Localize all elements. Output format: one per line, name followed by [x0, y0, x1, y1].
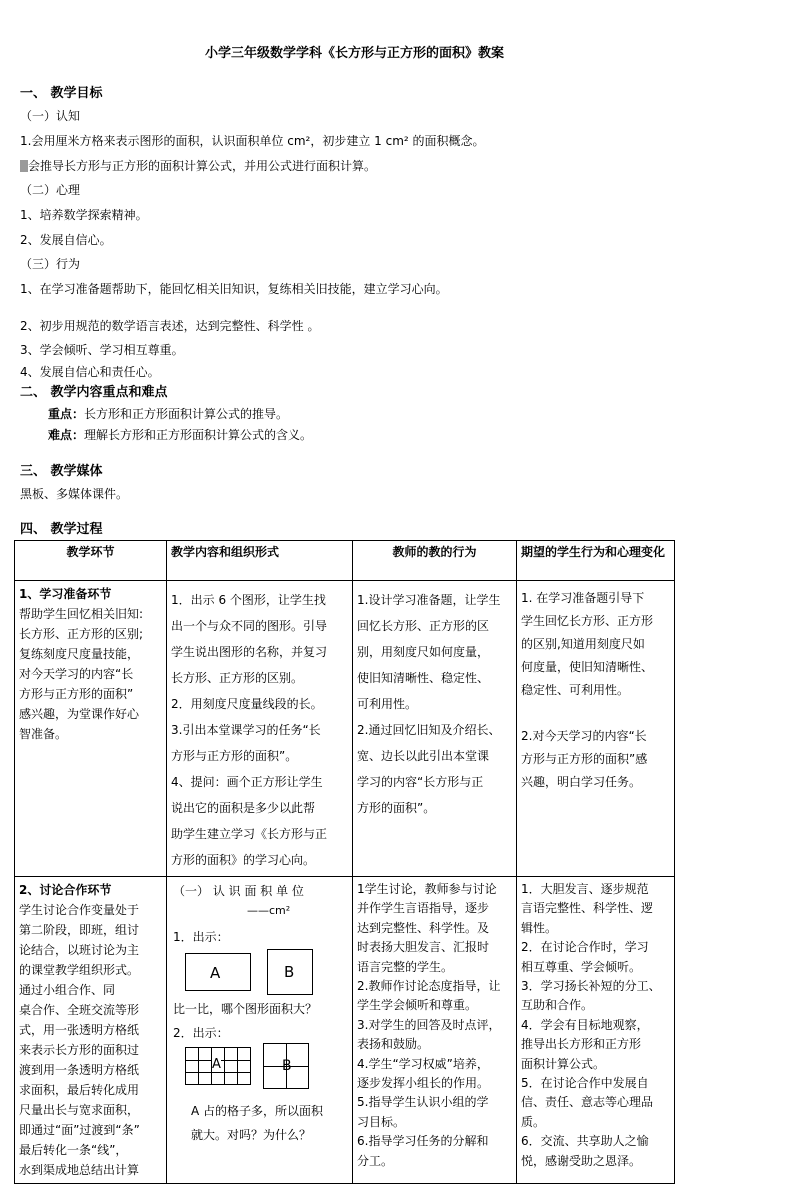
media-text: 黑板、多媒体课件。 [20, 487, 129, 501]
cell-line: 信、责任、意志等心理品 [521, 1095, 654, 1110]
cell-line: 相互尊重、学会倾听。 [521, 959, 642, 974]
cell-line: 4．学会有目标地观察， [521, 1017, 649, 1032]
cell-line: 求面积，最后转化成用 [19, 1083, 140, 1097]
cell-line: 质。 [521, 1114, 546, 1129]
marker-icon [20, 160, 28, 172]
cell-line: 可利用性。 [357, 697, 418, 711]
cell-line: 2.教师作讨论态度指导，让 [357, 979, 501, 994]
cell-line: 2．用刻度尺度量线段的长。 [171, 697, 323, 711]
shape-a-grid-label: A [212, 1057, 221, 1072]
difficulty-text: 理解长方形和正方形面积计算公式的含义。 [84, 428, 313, 442]
cell-line: 达到完整性、科学性。及 [357, 920, 490, 935]
row1-teacher-lines [357, 587, 512, 821]
page-title: 小学三年级数学学科《长方形与正方形的面积》教案 [205, 46, 505, 61]
row1-stage-lines [19, 604, 162, 744]
cell-line: 学生讨论合作变量处于 [19, 903, 140, 917]
cell-line [521, 702, 670, 725]
psychology-item-2: 2、发展自信心。 [20, 233, 112, 247]
cell-line: 3．学习扬长补短的分工、 [521, 979, 661, 994]
cell-line: 长方形、正方形的区别。 [171, 671, 304, 685]
cell-line: 互助和合作。 [521, 998, 594, 1013]
header-content: 教学内容和组织形式 [167, 541, 353, 581]
compare-question: 比一比，哪个图形面积大？ [173, 1002, 318, 1016]
cell-line: 辑性。 [521, 920, 558, 935]
table-row [15, 581, 675, 877]
cell-line: 第二阶段，即班，组讨 [19, 923, 140, 937]
cell-line: 方形与正方形的面积” [19, 687, 134, 701]
section-3-heading: 三、 教学媒体 [20, 464, 103, 479]
shape-a-rectangle [185, 953, 251, 991]
cell-line: 学生说出图形的名称，并复习 [171, 645, 328, 659]
cell-line: 别，用刻度尺如何度量， [357, 645, 490, 659]
section-4-heading: 四、 教学过程 [20, 522, 103, 537]
cell-line: 何度量，使旧知清晰性、 [521, 660, 654, 674]
cognition-item-2-text: 会推导长方形与正方形的面积计算公式，并用公式进行面积计算。 [28, 159, 377, 173]
cell-line: 悦，感谢受助之恩泽。 [521, 1153, 642, 1168]
cell-line: 方形的面积》的学习心向。 [171, 853, 316, 867]
cell-line: 学生学会倾听和尊重。 [357, 998, 478, 1013]
cell-line: 2.对今天学习的内容“长 [521, 729, 647, 743]
row2-student [517, 877, 675, 1184]
row1-content-lines [171, 587, 348, 873]
cell-line: 渡到用一条透明方格纸 [19, 1063, 140, 1077]
cell-line: 兴趣，明白学习任务。 [521, 775, 642, 789]
header-student: 期望的学生行为和心理变化 [517, 541, 675, 581]
area-unit-heading: （一） 认 识 面 积 单 位 [173, 884, 304, 898]
process-table [14, 540, 675, 1184]
cognition-item-2 [20, 158, 376, 174]
cognition-item-1: 1.会用厘米方格来表示图形的面积，认识面积单位 cm²，初步建立 1 cm² 的面积概念。 [20, 134, 485, 148]
cell-line: 学习的内容“长方形与正 [357, 775, 484, 789]
row2-teacher [353, 877, 517, 1184]
shape-a-label: A [210, 964, 221, 982]
cell-line: 3.引出本堂课学习的任务“长 [171, 723, 321, 737]
cell-line: 1. 在学习准备题引导下 [521, 591, 645, 605]
row2-stage [15, 877, 167, 1184]
show-1-label: 1．出示： [173, 930, 229, 944]
cell-line: 2.通过回忆旧知及介绍长、 [357, 723, 501, 737]
cell-line: 习目标。 [357, 1114, 406, 1129]
cell-line: 助学生建立学习《长方形与正 [171, 827, 328, 841]
cell-line: 3.对学生的回答及时点评， [357, 1017, 501, 1032]
row2-teacher-lines [357, 880, 512, 1171]
cell-line: 1．大胆发言、逐步规范 [521, 882, 649, 896]
table-header-row [15, 541, 675, 581]
cell-line: 1．出示 6 个图形，让学生找 [171, 593, 326, 607]
key-point [48, 406, 288, 422]
shape-b-label: B [284, 963, 295, 981]
cell-line: 4、提问：画个正方形让学生 [171, 775, 323, 789]
cell-line: 学生回忆长方形、正方形 [521, 614, 654, 628]
row2-student-lines [521, 880, 670, 1171]
cell-line: 说出它的面积是多少以此帮 [171, 801, 316, 815]
sub-behavior: （三）行为 [20, 257, 81, 271]
cell-line: 宽、边长以此引出本堂课 [357, 749, 490, 763]
cell-line: 水到渠成地总结出计算 [19, 1163, 140, 1177]
cell-line: 复练刻度尺度量技能， [19, 647, 140, 661]
cell-line: 式，用一张透明方格纸 [19, 1023, 140, 1037]
cell-line: 回忆长方形、正方形的区 [357, 619, 490, 633]
row1-stage [15, 581, 167, 877]
cell-line: 方形与正方形的面积”。 [171, 749, 298, 763]
shape-a-grid [185, 1047, 251, 1085]
cell-line: 的课堂教学组织形式。 [19, 963, 140, 977]
cell-line: 6．交流、共享助人之愉 [521, 1134, 649, 1149]
discussion-statement: A 占的格子多，所以面积 [191, 1104, 324, 1118]
cell-line: 推导出长方形和正方形 [521, 1037, 642, 1052]
cell-line: 表扬和鼓励。 [357, 1037, 430, 1052]
header-stage: 教学环节 [15, 541, 167, 581]
cell-line: 分工。 [357, 1153, 394, 1168]
difficulty [48, 427, 312, 443]
cell-line: 2．在讨论合作时，学习 [521, 940, 649, 955]
cell-line: 对今天学习的内容“长 [19, 667, 134, 681]
cell-line: 方形与正方形的面积”感 [521, 752, 648, 766]
cell-line: 方形的面积”。 [357, 801, 436, 815]
cell-line: 使旧知清晰性、稳定性、 [357, 671, 490, 685]
cell-line: 桌合作、全班交流等形 [19, 1003, 140, 1017]
cell-line: 面积计算公式。 [521, 1056, 606, 1071]
section-1-heading: 一、 教学目标 [20, 86, 103, 101]
row1-content [167, 581, 353, 877]
cell-line: 即通过“面”过渡到“条” [19, 1123, 140, 1137]
cell-line: 并作学生言语指导，逐步 [357, 901, 490, 916]
cell-line: 通过小组合作、同 [19, 983, 116, 997]
row2-stage-title: 2、讨论合作环节 [19, 883, 112, 897]
behavior-item-2: 2、初步用规范的数学语言表述，达到完整性、科学性 。 [20, 319, 320, 333]
cell-line: 稳定性、可利用性。 [521, 683, 630, 697]
cell-line: 最后转化一条“线”， [19, 1143, 128, 1157]
cell-line: 长方形、正方形的区别; [19, 627, 144, 641]
row1-student-lines [521, 587, 670, 794]
cell-line: 论结合，以班讨论为主 [19, 943, 140, 957]
sub-cognition: （一）认知 [20, 109, 81, 123]
discussion-question: 就大。对吗？为什么？ [191, 1128, 312, 1142]
cell-line: 语言完整的学生。 [357, 959, 454, 974]
key-point-text: 长方形和正方形面积计算公式的推导。 [84, 407, 289, 421]
section-2-heading: 二、 教学内容重点和难点 [20, 385, 168, 400]
behavior-item-1: 1、在学习准备题帮助下，能回忆相关旧知识，复练相关旧技能，建立学习心向。 [20, 282, 448, 296]
area-unit-cm2: ——cm² [247, 904, 291, 917]
behavior-item-3: 3、学会倾听、学习相互尊重。 [20, 343, 184, 357]
cell-line: 的区别,知道用刻度尺如 [521, 637, 645, 651]
row2-content [167, 877, 353, 1184]
cell-line: 智准备。 [19, 727, 68, 741]
cell-line: 时表扬大胆发言、汇报时 [357, 940, 490, 955]
row1-stage-title: 1、学习准备环节 [19, 587, 112, 601]
table-row [15, 877, 675, 1184]
row1-student [517, 581, 675, 877]
header-teacher: 教师的教的行为 [353, 541, 517, 581]
cell-line: 5．在讨论合作中发展自 [521, 1076, 649, 1091]
key-point-label: 重点： [48, 407, 85, 421]
show-2-label: 2．出示： [173, 1026, 229, 1040]
shape-b-grid [263, 1043, 309, 1089]
cell-line: 1学生讨论，教师参与讨论 [357, 882, 497, 896]
cell-line: 尺量出长与宽求面积， [19, 1103, 140, 1117]
cell-line: 5.指导学生认识小组的学 [357, 1095, 489, 1110]
cell-line: 言语完整性、科学性、逻 [521, 901, 654, 916]
cell-line: 1.设计学习准备题，让学生 [357, 593, 501, 607]
sub-psychology: （二）心理 [20, 183, 81, 197]
cell-line: 出一个与众不同的图形。引导 [171, 619, 328, 633]
cell-line: 来表示长方形的面积过 [19, 1043, 140, 1057]
cell-line: 帮助学生回忆相关旧知: [19, 607, 144, 621]
difficulty-label: 难点： [48, 428, 85, 442]
shape-b-grid-label: B [282, 1058, 292, 1074]
cell-line: 逐步发挥小组长的作用。 [357, 1076, 490, 1091]
cell-line: 感兴趣，为堂课作好心 [19, 707, 140, 721]
behavior-item-4: 4、发展自信心和责任心。 [20, 365, 160, 379]
row2-stage-lines [19, 900, 162, 1180]
cell-line: 6.指导学习任务的分解和 [357, 1134, 489, 1149]
row1-teacher [353, 581, 517, 877]
cell-line: 4.学生“学习权威”培养， [357, 1056, 489, 1071]
shape-b-square [267, 949, 313, 995]
psychology-item-1: 1、培养数学探索精神。 [20, 208, 148, 222]
